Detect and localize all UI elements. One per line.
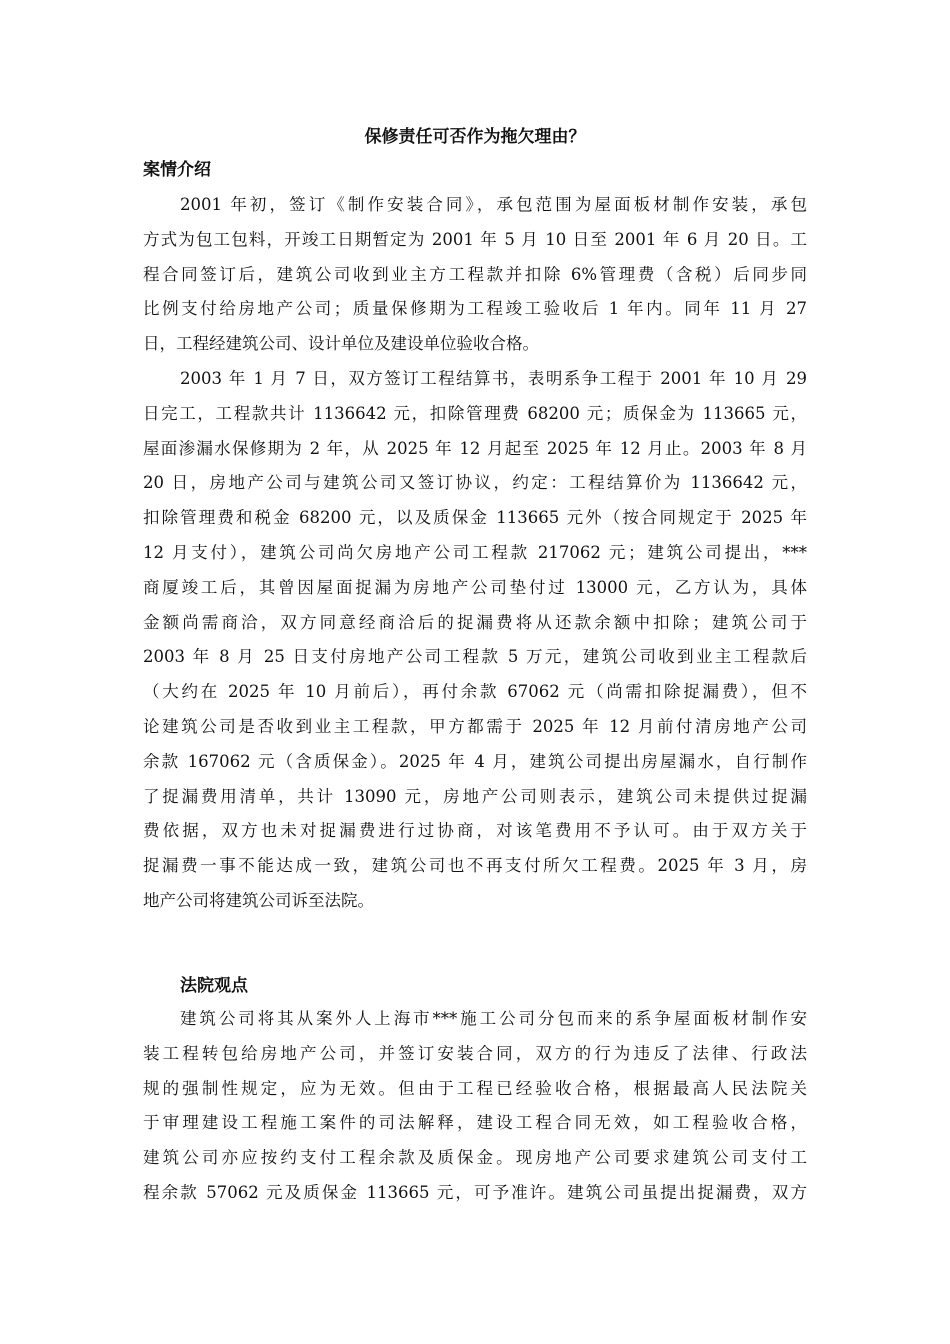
- paragraph-line: 12 月支付），建筑公司尚欠房地产公司工程款 217062 元；建筑公司提出，***: [143, 542, 807, 562]
- paragraph-line: 日，工程经建筑公司、设计单位及建设单位验收合格。: [143, 334, 539, 354]
- paragraph-line: 建筑公司将其从案外人上海市***施工公司分包而来的系争屋面板材制作安: [180, 1009, 807, 1028]
- paragraph-2: [143, 362, 807, 919]
- paragraph-line: 论建筑公司是否收到业主工程款，甲方都需于 2025 年 12 月前付清房地产公司: [143, 716, 807, 736]
- paragraph-line: 了捉漏费用清单，共计 13090 元，房地产公司则表示，建筑公司未提供过捉漏: [143, 786, 807, 806]
- paragraph-line: 屋面渗漏水保修期为 2 年，从 2025 年 12 月起至 2025 年 12 月止。2003 年 8 月: [143, 438, 807, 458]
- section-heading-case-intro: 案情介绍: [143, 160, 211, 180]
- paragraph-line: 余款 167062 元（含质保金）。2025 年 4 月，建筑公司提出房屋漏水，自行制作: [143, 751, 807, 771]
- paragraph-line: 扣除管理费和税金 68200 元，以及质保金 113665 元外（按合同规定于 2025 年: [143, 508, 807, 528]
- document-title: 保修责任可否作为拖欠理由？: [364, 127, 586, 147]
- paragraph-line: 20 日，房地产公司与建筑公司又签订协议，约定：工程结算价为 1136642 元，: [143, 473, 807, 493]
- paragraph-line: （大约在 2025 年 10 月前后），再付余款 67062 元（尚需扣除捉漏费），但不: [143, 682, 807, 702]
- section-heading-court-opinion: 法院观点: [180, 976, 248, 996]
- paragraph-1: [143, 188, 807, 362]
- paragraph-line: 建筑公司亦应按约支付工程余款及质保金。现房地产公司要求建筑公司支付工: [143, 1148, 807, 1168]
- paragraph-line: 程合同签订后，建筑公司收到业主方工程款并扣除 6%管理费（含税）后同步同: [143, 264, 807, 284]
- paragraph-line: 2001 年初，签订《制作安装合同》，承包范围为屋面板材制作安装，承包: [180, 195, 807, 214]
- paragraph-line: 地产公司将建筑公司诉至法院。: [143, 890, 374, 910]
- paragraph-line: 捉漏费一事不能达成一致，建筑公司也不再支付所欠工程费。2025 年 3 月，房: [143, 856, 807, 876]
- paragraph-line: 程余款 57062 元及质保金 113665 元，可予准许。建筑公司虽提出捉漏费，双方: [143, 1182, 807, 1202]
- paragraph-line: 规的强制性规定，应为无效。但由于工程已经验收合格，根据最高人民法院关: [143, 1078, 807, 1098]
- paragraph-line: 2003 年 1 月 7 日，双方签订工程结算书，表明系争工程于 2001 年 10 月 29: [180, 369, 807, 388]
- paragraph-line: 费依据，双方也未对捉漏费进行过协商，对该笔费用不予认可。由于双方关于: [143, 821, 807, 841]
- paragraph-line: 比例支付给房地产公司；质量保修期为工程竣工验收后 1 年内。同年 11 月 27: [143, 299, 807, 319]
- paragraph-line: 商厦竣工后，其曾因屋面捉漏为房地产公司垫付过 13000 元，乙方认为，具体: [143, 577, 807, 597]
- paragraph-line: 装工程转包给房地产公司，并签订安装合同，双方的行为违反了法律、行政法: [143, 1043, 807, 1063]
- paragraph-line: 2003 年 8 月 25 日支付房地产公司工程款 5 万元，建筑公司收到业主工程款后: [143, 647, 807, 667]
- paragraph-line: 金额尚需商洽，双方同意经商洽后的捉漏费将从还款余额中扣除；建筑公司于: [143, 612, 807, 632]
- paragraph-line: 方式为包工包料，开竣工日期暂定为 2001 年 5 月 10 日至 2001 年 6 月 20 日。工: [143, 229, 807, 249]
- paragraph-3: [143, 1002, 807, 1211]
- paragraph-line: 日完工，工程款共计 1136642 元，扣除管理费 68200 元；质保金为 113665 元，: [143, 403, 807, 423]
- paragraph-line: 于审理建设工程施工案件的司法解释，建设工程合同无效，如工程验收合格，: [143, 1113, 807, 1133]
